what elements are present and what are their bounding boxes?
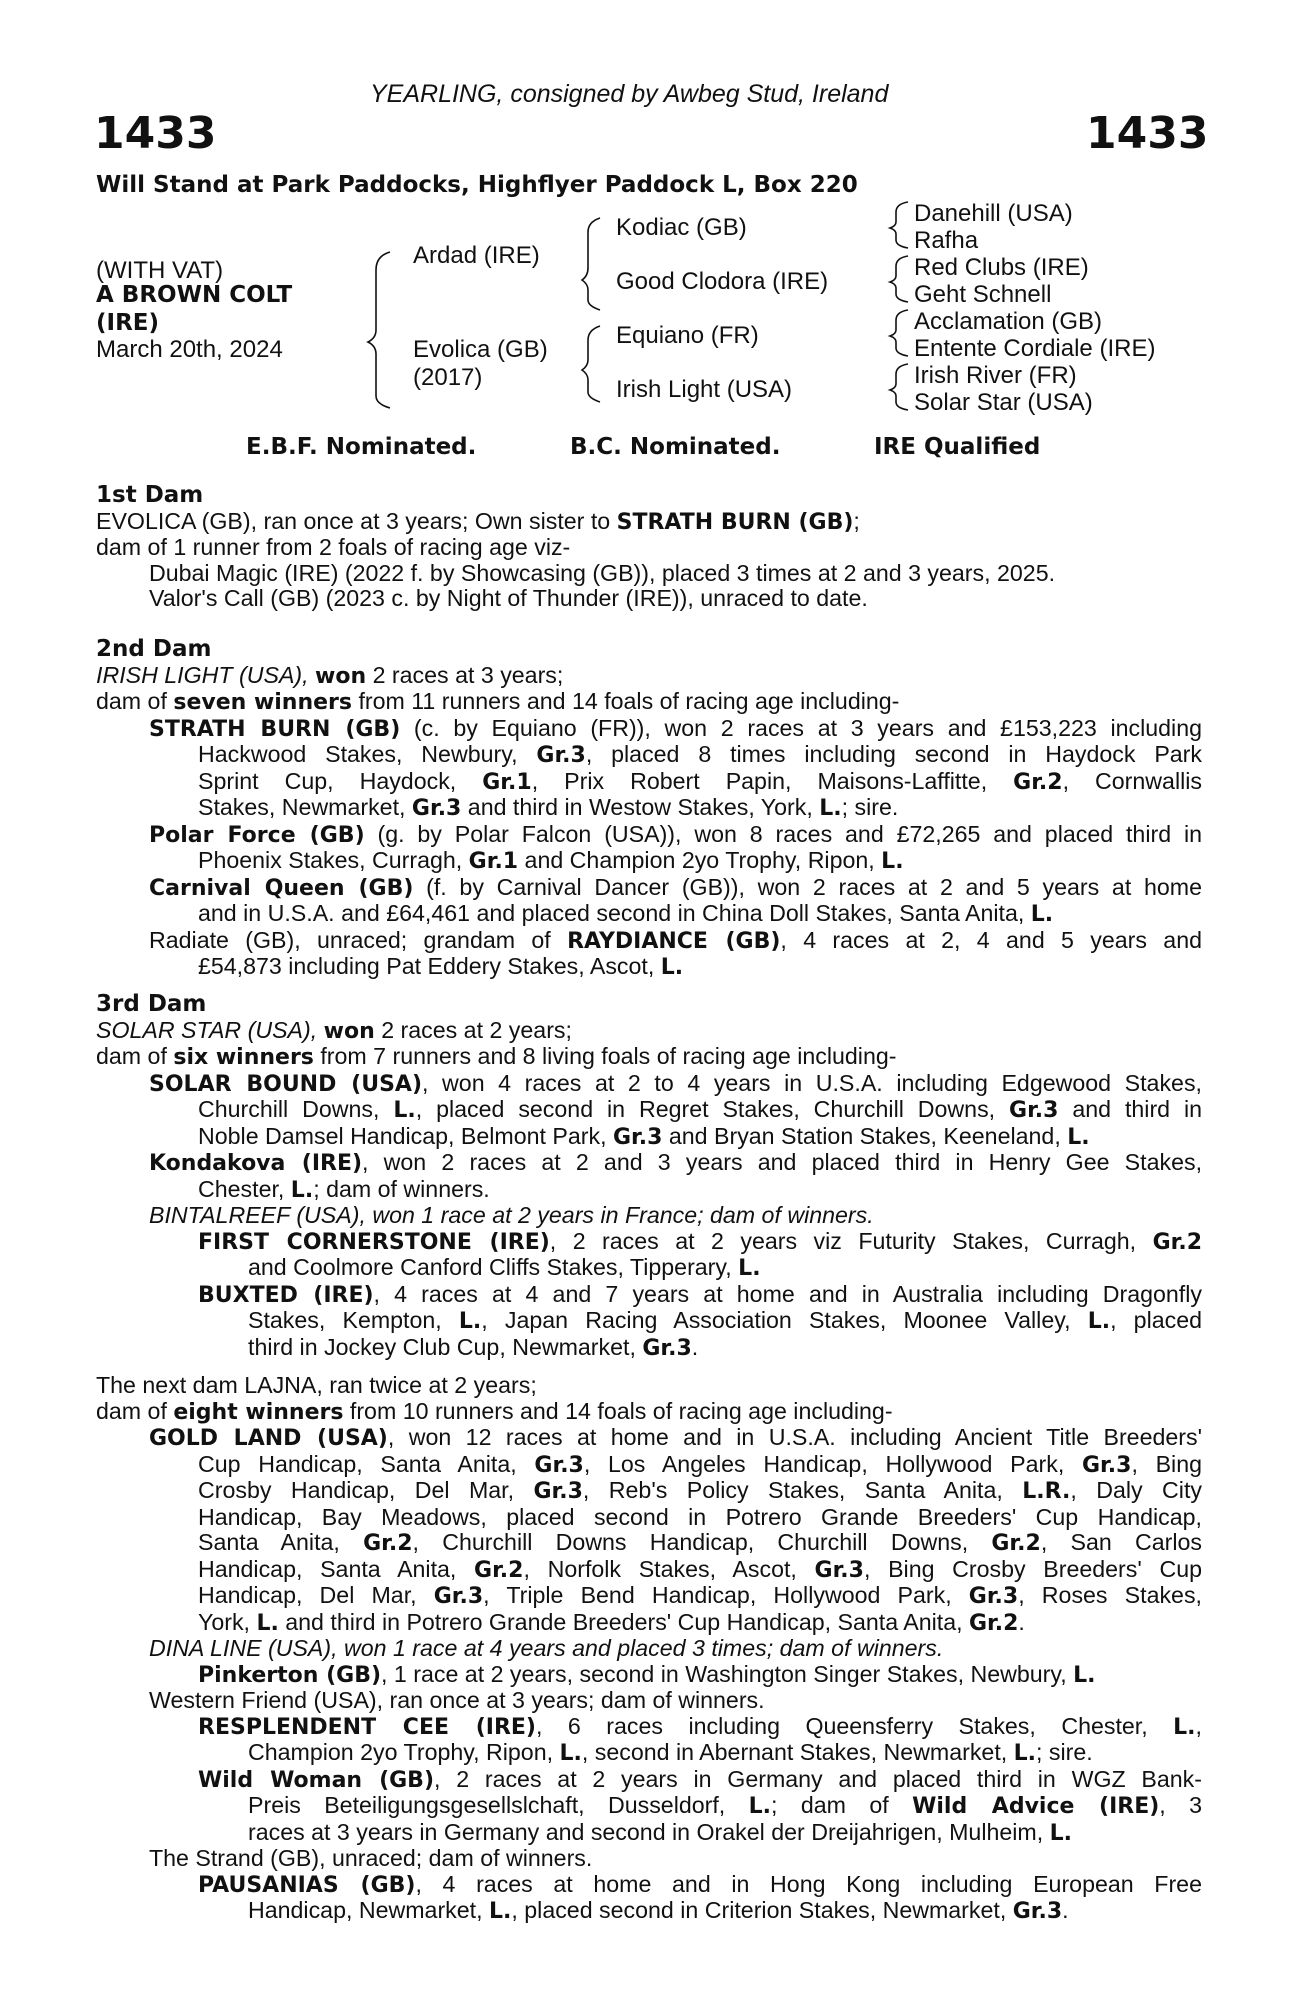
lot-number-right: 1433 <box>1086 108 1209 159</box>
vat-label: (WITH VAT) <box>96 257 224 284</box>
first-dam-sibling: STRATH BURN (GB) <box>616 509 854 535</box>
produce-item: RESPLENDENT CEE (IRE), 6 races including Queensferry Stakes, Chester, L., <box>198 1712 1202 1740</box>
consignment-header: YEARLING, consigned by Awbeg Stud, Ireland <box>370 80 889 108</box>
produce-item: GOLD LAND (USA), won 12 races at home and in U.S.A. including Ancient Title Breeders' <box>149 1424 1203 1451</box>
ped-dsd: Entente Cordiale (IRE) <box>914 335 1156 362</box>
produce-item: Radiate (GB), unraced; grandam of RAYDIANCE (GB), 4 races at 2, 4 and 5 years and <box>149 926 1202 954</box>
produce-item: Kondakova (IRE), won 2 races at 2 and 3 years and placed third in Henry Gee Stakes, <box>149 1149 1203 1176</box>
foaling-date: March 20th, 2024 <box>96 336 283 363</box>
ped-sds: Red Clubs (IRE) <box>914 254 1089 281</box>
first-dam-title: 1st Dam <box>96 482 204 508</box>
horse-country: (IRE) <box>96 310 160 336</box>
produce-item: The Strand (GB), unraced; dam of winners. <box>149 1845 593 1871</box>
ped-sdd: Geht Schnell <box>914 281 1052 308</box>
first-dam-line: EVOLICA (GB), ran once at 3 years; Own sister to <box>96 507 617 534</box>
produce-item: PAUSANIAS (GB), 4 races at home and in Hong Kong including European Free <box>198 1870 1202 1898</box>
dam-sire: Equiano (FR) <box>616 322 759 349</box>
produce-item: Wild Woman (GB), 2 races at 2 years in Germany and placed third in WGZ Bank- <box>198 1765 1202 1793</box>
ire-qualified: IRE Qualified <box>874 434 1041 460</box>
ped-ddd: Solar Star (USA) <box>914 389 1093 416</box>
third-dam-section: 3rd Dam SOLAR STAR (USA), won 2 races at 2 years; dam of six winners from 7 runners and 8 living foals of racing age including- SOLAR BOUND (USA), won 4 races at 2 to 4 years in U.S.A. including Edgewood Stakes, Churchill Downs, L., placed second in Regret Stakes, Churchill Downs, Gr.3 and third in Noble Damsel Handicap, Belmont Park, Gr.3 and Bryan Station Stakes, Keeneland, L. Kondakova (IRE), won 2 races at 2 and 3 years and placed third in Henry Gee Stakes, Chester, L.; dam of winners. BINTALREEF (USA), won 1 race at 2 years in France; dam of winners. FIRST CORNERSTONE (IRE), 2 races at 2 years viz Futurity Stakes, Curragh, Gr.2 and Coolmore Canford Cliffs Stakes, Tipperary, L. BUXTED (IRE), 4 races at 4 and 7 years at home and in Australia including Dragonfly Stakes, Kempton, L., Japan Racing Association Stakes, Moonee Valley, L., placed third in Jockey Club Cup, Newmarket, Gr.3. <box>96 991 1203 1361</box>
ebf-nominated: E.B.F. Nominated. <box>246 434 477 460</box>
sire-dam: Good Clodora (IRE) <box>616 268 829 295</box>
next-dam-line: The next dam LAJNA, ran twice at 2 years; <box>96 1372 537 1398</box>
produce-item: STRATH BURN (GB) (c. by Equiano (FR)), won 2 races at 3 years and £153,223 including <box>149 714 1202 742</box>
produce-item: FIRST CORNERSTONE (IRE), 2 races at 2 years viz Futurity Stakes, Curragh, Gr.2 <box>198 1227 1202 1255</box>
produce-item: DINA LINE (USA), won 1 race at 4 years and placed 3 times; dam of winners. <box>149 1635 944 1661</box>
produce-item: BINTALREEF (USA), won 1 race at 2 years in France; dam of winners. <box>149 1202 874 1228</box>
sire-brace <box>582 218 600 310</box>
produce-item: Dubai Magic (IRE) (2022 f. by Showcasing (GB)), placed 3 times at 2 and 3 years, 2025. <box>149 559 1056 586</box>
ped-sss: Danehill (USA) <box>914 200 1073 227</box>
dam: Evolica (GB) <box>413 336 548 363</box>
main-brace <box>368 252 390 408</box>
ped-dss: Acclamation (GB) <box>914 308 1103 335</box>
third-dam-title: 3rd Dam <box>96 991 207 1017</box>
lot-number-left: 1433 <box>94 108 217 159</box>
sire: Ardad (IRE) <box>413 242 540 269</box>
produce-item: Western Friend (USA), ran once at 3 years; dam of winners. <box>149 1687 765 1713</box>
bc-nominated: B.C. Nominated. <box>570 434 781 460</box>
produce-item: BUXTED (IRE), 4 races at 4 and 7 years at home and in Australia including Dragonfly <box>198 1280 1202 1308</box>
produce-item: SOLAR BOUND (USA), won 4 races at 2 to 4 years in U.S.A. including Edgewood Stakes, <box>149 1069 1202 1097</box>
second-dam-title: 2nd Dam <box>96 636 212 662</box>
next-dam-section: The next dam LAJNA, ran twice at 2 years; dam of eight winners from 10 runners and 14 foals of racing age including- GOLD LAND (USA), won 12 races at home and in U.S.A. including Ancient Title Breeders' Cup Handicap, Santa Anita, Gr.3, Los Angeles Handicap, Hollywood Park, Gr.3, Bing Crosby Handicap, Del Mar, Gr.3, Reb's Policy Stakes, Santa Anita, L.R., Daly City Handicap, Bay Meadows, placed second in Potrero Grande Breeders' Cup Handicap, Santa Anita, Gr.2, Churchill Downs Handicap, Churchill Downs, Gr.2, San Carlos Handicap, Santa Anita, Gr.2, Norfolk Stakes, Ascot, Gr.3, Bing Crosby Breeders' Cup Handicap, Del Mar, Gr.3, Triple Bend Handicap, Hollywood Park, Gr.3, Roses Stakes, York, L. and third in Potrero Grande Breeders' Cup Handicap, Santa Anita, Gr.2. DINA LINE (USA), won 1 race at 4 years and placed 3 times; dam of winners. Pinkerton (GB), 1 race at 2 years, second in Washington Singer Stakes, Newbury, L. Western Friend (USA), ran once at 3 years; dam of winners. RESPLENDENT CEE (IRE), 6 races including Queensferry Stakes, Chester, L., Champion 2yo Trophy, Ripon, L., second in Abernant Stakes, Newmarket, L.; sire. Wild Woman (GB), 2 races at 2 years in Germany and placed third in WGZ Bank- Preis Beteiligungsgesellslchaft, Dusseldorf, L.; dam of Wild Advice (IRE), 3 races at 3 years in Germany and second in Orakel der Dreijahrigen, Mulheim, L. The Strand (GB), unraced; dam of winners. PAUSANIAS (GB), 4 races at home and in Hong Kong including European Free Handicap, Newmarket, L., placed second in Criterion Stakes, Newmarket, Gr.3. <box>96 1372 1203 1924</box>
stand-location: Will Stand at Park Paddocks, Highflyer Paddock L, Box 220 <box>96 172 858 198</box>
horse-description: A BROWN COLT <box>96 282 293 308</box>
first-dam-produce-summary: dam of 1 runner from 2 foals of racing age viz- <box>96 534 571 560</box>
produce-item: Pinkerton (GB), 1 race at 2 years, second in Washington Singer Stakes, Newbury, L. <box>198 1660 1096 1688</box>
ped-dds: Irish River (FR) <box>914 362 1077 389</box>
sire-sire: Kodiac (GB) <box>616 214 747 241</box>
dam-year: (2017) <box>413 364 483 391</box>
dam-brace <box>582 326 600 402</box>
first-dam-section: 1st Dam EVOLICA (GB), ran once at 3 years; Own sister to STRATH BURN (GB); dam of 1 runner from 2 foals of racing age viz- Dubai Magic (IRE) (2022 f. by Showcasing (GB)), placed 3 times at 2 and 3 years, 2025. Valor's Call (GB) (2023 c. by Night of Thunder (IRE)), unraced to date. <box>96 483 1202 612</box>
produce-item: Polar Force (GB) (g. by Polar Falcon (USA)), won 8 races and £72,265 and placed third in <box>149 820 1202 848</box>
ped-ssd: Rafha <box>914 227 979 254</box>
produce-item: Valor's Call (GB) (2023 c. by Night of Thunder (IRE)), unraced to date. <box>149 585 868 611</box>
dam-dam: Irish Light (USA) <box>616 376 793 403</box>
produce-item: Carnival Queen (GB) (f. by Carnival Dancer (GB)), won 2 races at 2 and 5 years at home <box>149 873 1202 901</box>
second-dam-section: 2nd Dam IRISH LIGHT (USA), won 2 races at 3 years; dam of seven winners from 11 runners and 14 foals of racing age including- STRATH BURN (GB) (c. by Equiano (FR)), won 2 races at 3 years and £153,223 including Hackwood Stakes, Newbury, Gr.3, placed 8 times including second in Haydock Park Sprint Cup, Haydock, Gr.1, Prix Robert Papin, Maisons-Laffitte, Gr.2, Cornwallis Stakes, Newmarket, Gr.3 and third in Westow Stakes, York, L.; sire. Polar Force (GB) (g. by Polar Falcon (USA)), won 8 races and £72,265 and placed third in Phoenix Stakes, Curragh, Gr.1 and Champion 2yo Trophy, Ripon, L. Carnival Queen (GB) (f. by Carnival Dancer (GB)), won 2 races at 2 and 5 years at home and in U.S.A. and £64,461 and placed second in China Doll Stakes, Santa Anita, L. Radiate (GB), unraced; grandam of RAYDIANCE (GB), 4 races at 2, 4 and 5 years and £54,873 including Pat Eddery Stakes, Ascot, L. <box>96 636 1202 980</box>
